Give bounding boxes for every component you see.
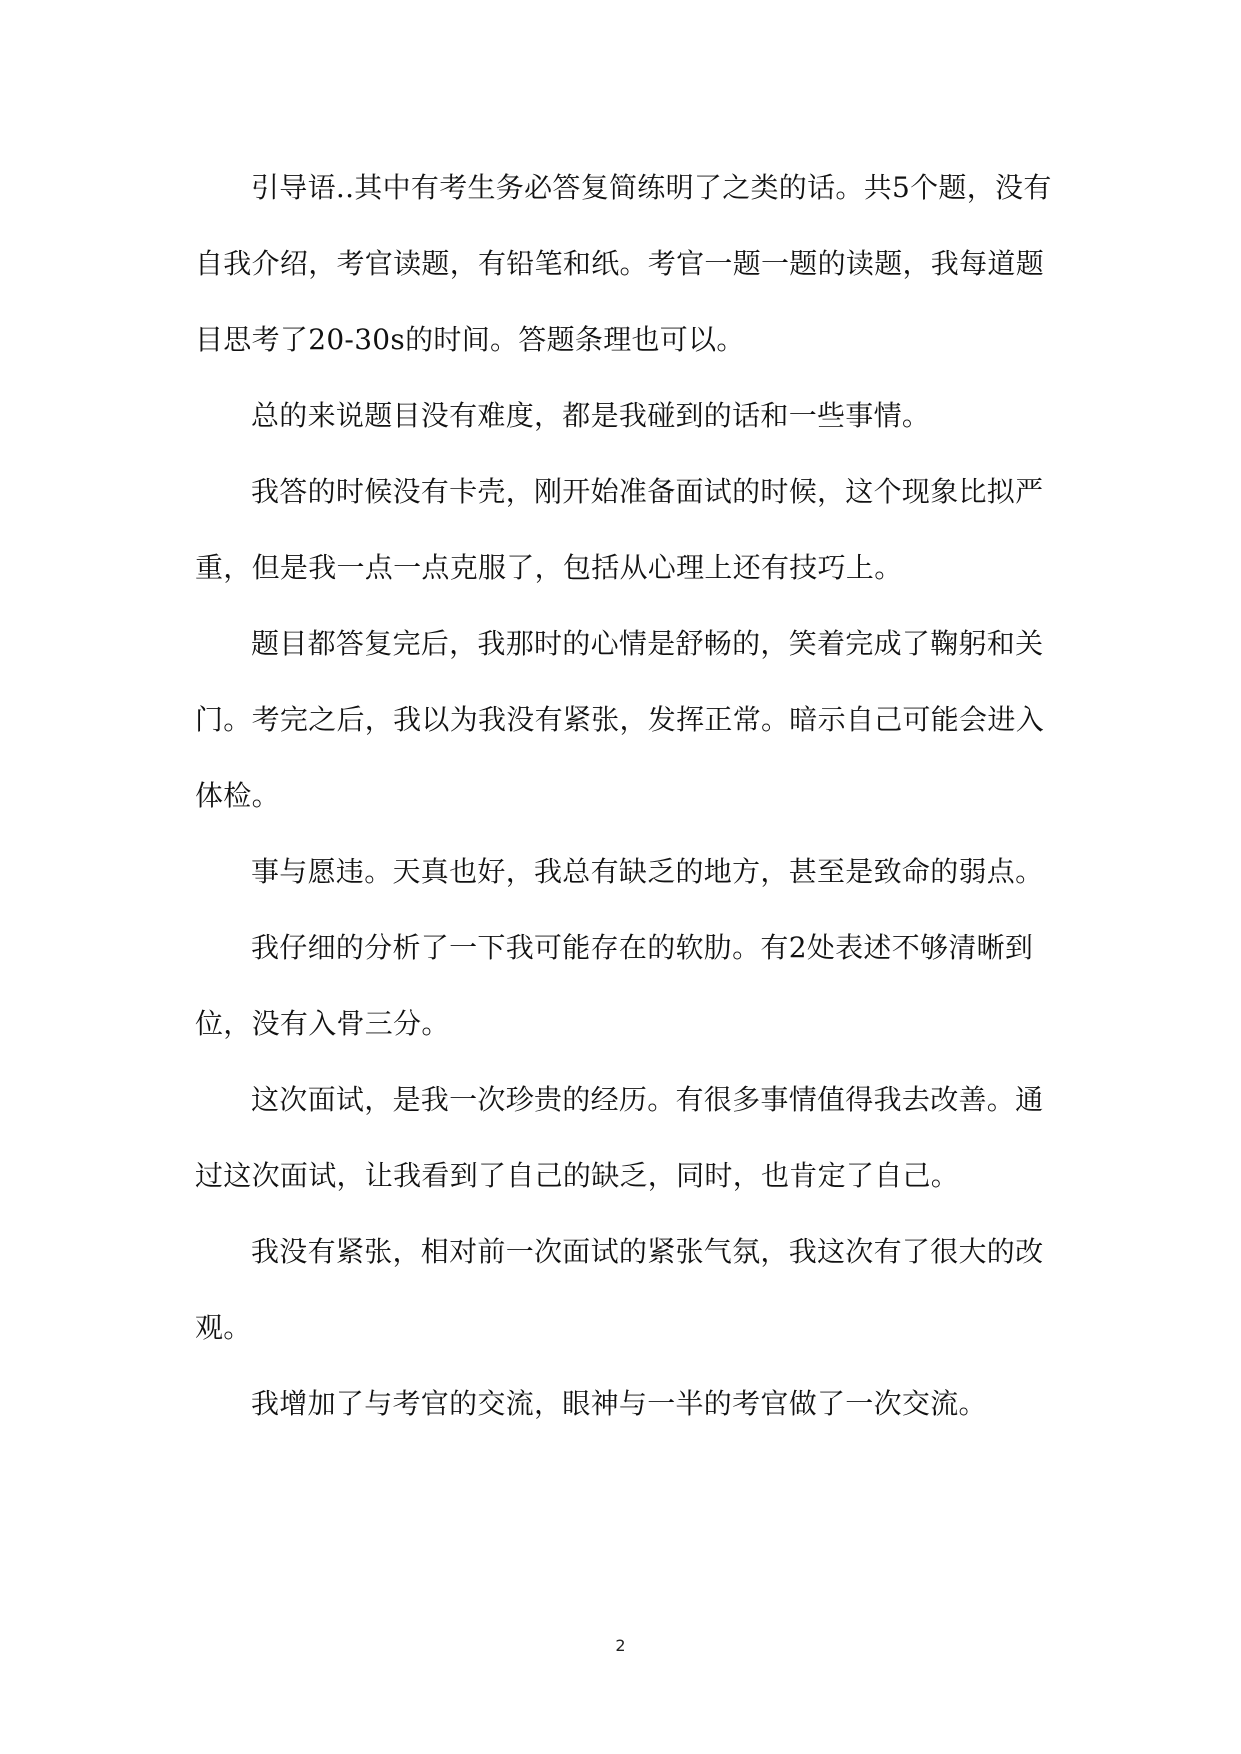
paragraph-7: 这次面试，是我一次珍贵的经历。有很多事情值得我去改善。通过这次面试，让我看到了自己的缺乏，同时，也肯定了自己。 (195, 1083, 1044, 1192)
document-body (195, 150, 1055, 1442)
paragraph-1: 引导语..其中有考生务必答复简练明了之类的话。共5个题，没有自我介绍，考官读题，有铅笔和纸。考官一题一题的读题，我每道题目思考了20-30s的时间。答题条理也可以。 (195, 171, 1052, 356)
page-number: 2 (615, 1636, 626, 1655)
paragraph-5: 事与愿违。天真也好，我总有缺乏的地方，甚至是致命的弱点。 (251, 855, 1044, 888)
paragraph-4: 题目都答复完后，我那时的心情是舒畅的，笑着完成了鞠躬和关门。考完之后，我以为我没有紧张，发挥正常。暗示自己可能会进入体检。 (195, 627, 1045, 812)
paragraph-3: 我答的时候没有卡壳，刚开始准备面试的时候，这个现象比拟严重，但是我一点一点克服了，包括从心理上还有技巧上。 (195, 475, 1044, 584)
paragraph-9: 我增加了与考官的交流，眼神与一半的考官做了一次交流。 (251, 1387, 987, 1420)
paragraph-2: 总的来说题目没有难度，都是我碰到的话和一些事情。 (251, 399, 931, 432)
paragraph-8: 我没有紧张，相对前一次面试的紧张气氛，我这次有了很大的改观。 (195, 1235, 1044, 1344)
paragraph-6: 我仔细的分析了一下我可能存在的软肋。有2处表述不够清晰到位，没有入骨三分。 (195, 931, 1034, 1040)
